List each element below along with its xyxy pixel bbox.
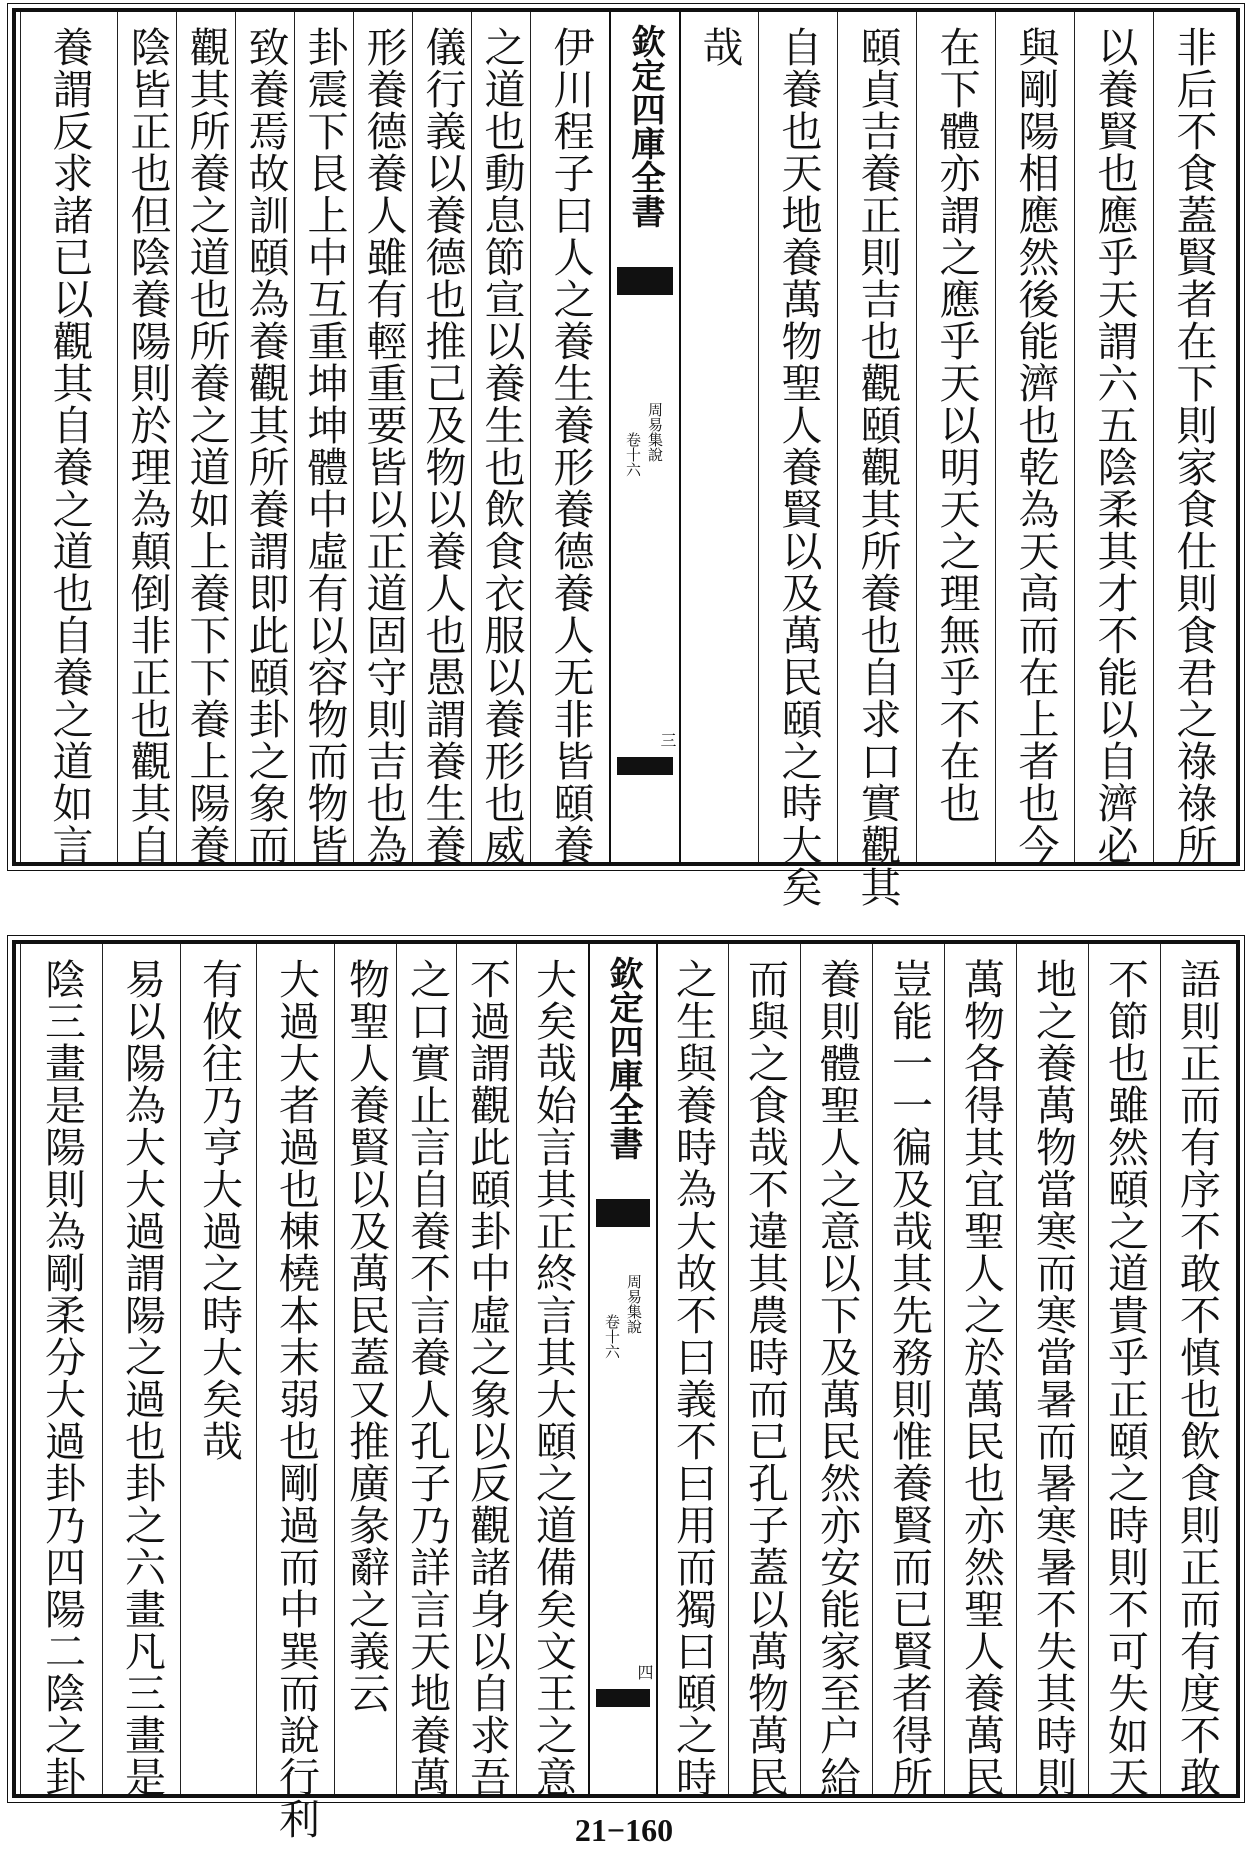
column-text: 在下體亦謂之應乎天以明天之理無乎不在也 bbox=[932, 26, 981, 824]
text-column bbox=[456, 944, 517, 1798]
column-text: 地之養萬物當寒而寒當暑而暑寒暑不失其時則 bbox=[1029, 958, 1077, 1798]
text-column bbox=[916, 12, 996, 862]
text-column bbox=[256, 944, 335, 1840]
center-fold bbox=[588, 944, 658, 1794]
fish-tail-mark bbox=[596, 1689, 650, 1707]
text-column bbox=[995, 12, 1075, 866]
text-column bbox=[1016, 944, 1089, 1798]
text-column bbox=[353, 12, 413, 866]
column-text: 豈能一一徧及哉其先務則惟養賢而已賢者得所 bbox=[885, 958, 933, 1798]
text-column bbox=[176, 12, 236, 866]
text-column bbox=[516, 944, 589, 1798]
scan-page-label: 21−160 bbox=[574, 1812, 674, 1848]
text-column bbox=[872, 944, 945, 1798]
book-title: 周易集說 bbox=[625, 1274, 643, 1334]
column-text: 易以陽為大大過謂陽之過也卦之六畫凡三畫是 bbox=[118, 958, 166, 1798]
text-column bbox=[728, 944, 801, 1798]
column-text: 萬物各得其宜聖人之於萬民也亦然聖人養萬民 bbox=[957, 958, 1005, 1798]
column-text: 物聖人養賢以及萬民蓋又推廣彖辭之義云 bbox=[342, 958, 390, 1714]
text-column bbox=[294, 12, 354, 866]
column-text: 卦震下艮上中互重坤坤體中虛有以容物而物皆 bbox=[300, 26, 349, 866]
book-series-title: 欽定四庫全書 bbox=[625, 24, 665, 228]
column-text: 陰皆正也但陰養陽則於理為顛倒非正也觀其自 bbox=[123, 26, 172, 866]
column-text: 之生與養時為大故不曰義不曰用而獨曰頤之時 bbox=[669, 958, 717, 1798]
text-column bbox=[396, 944, 457, 1798]
column-text: 之口實止言自養不言養人孔子乃詳言天地養萬 bbox=[403, 958, 451, 1798]
text-column bbox=[1160, 944, 1233, 1798]
column-text: 自養也天地養萬物聖人養賢以及萬民頤之時大矣 bbox=[774, 26, 823, 908]
column-text: 與剛陽相應然後能濟也乾為天高而在上者也今 bbox=[1011, 26, 1060, 866]
text-column bbox=[102, 944, 181, 1798]
text-column bbox=[20, 12, 118, 866]
column-text: 形養德養人雖有輕重要皆以正道固守則吉也為 bbox=[359, 26, 408, 866]
column-text: 大過大者過也棟橈本末弱也剛過而中巽而說行利 bbox=[272, 958, 320, 1840]
text-column bbox=[1074, 12, 1154, 866]
column-text: 而與之食哉不違其農時而已孔子蓋以萬物萬民 bbox=[741, 958, 789, 1798]
column-text: 有攸往乃亨大過之時大矣哉 bbox=[195, 958, 243, 1462]
column-text: 哉 bbox=[695, 26, 744, 68]
book-title: 周易集說 bbox=[646, 402, 664, 462]
text-column bbox=[20, 944, 103, 1798]
column-text: 大矣哉始言其正終言其大頤之道備矣文王之意 bbox=[529, 958, 577, 1798]
column-text: 不節也雖然頤之道貴乎正頤之時則不可失如天 bbox=[1101, 958, 1149, 1798]
text-column bbox=[944, 944, 1017, 1798]
text-column bbox=[758, 12, 838, 908]
column-text: 不過謂觀此頤卦中虛之象以反觀諸身以自求吾 bbox=[463, 958, 511, 1798]
column-text: 非后不食蓋賢者在下則家食仕則食君之祿祿所 bbox=[1169, 26, 1218, 866]
text-column bbox=[1088, 944, 1161, 1798]
column-text: 頤貞吉養正則吉也觀頤觀其所養也自求口實觀其 bbox=[853, 26, 902, 908]
volume-label: 卷十六 bbox=[624, 432, 642, 477]
column-text: 語則正而有序不敢不慎也飲食則正而有度不敢 bbox=[1173, 958, 1221, 1798]
top-page-panel bbox=[12, 8, 1240, 908]
fish-tail-mark bbox=[596, 1199, 650, 1227]
column-text: 觀其所養之道也所養之道如上養下下養上陽養 bbox=[182, 26, 231, 866]
center-fold bbox=[609, 12, 681, 862]
column-text: 致養焉故訓頤為養觀其所養謂即此頤卦之象而 bbox=[241, 26, 290, 866]
text-column bbox=[180, 944, 257, 1794]
text-column bbox=[837, 12, 917, 908]
text-column bbox=[1153, 12, 1233, 866]
column-text: 之道也動息節宣以養生也飲食衣服以養形也威 bbox=[477, 26, 526, 866]
page-number: 三 bbox=[658, 732, 677, 748]
text-column bbox=[235, 12, 295, 866]
text-column bbox=[656, 944, 729, 1798]
text-column bbox=[334, 944, 397, 1794]
column-text: 養謂反求諸已以觀其自養之道也自養之道如言 bbox=[45, 26, 94, 866]
text-column bbox=[530, 12, 610, 866]
fish-tail-mark bbox=[617, 267, 673, 295]
text-column bbox=[471, 12, 531, 866]
text-column bbox=[800, 944, 873, 1798]
text-column bbox=[679, 12, 759, 862]
column-text: 伊川程子曰人之養生養形養德養人无非皆頤養 bbox=[546, 26, 595, 866]
column-text: 儀行義以養德也推己及物以養人也愚謂養生養 bbox=[418, 26, 467, 866]
fish-tail-mark bbox=[617, 757, 673, 775]
column-text: 以養賢也應乎天謂六五陰柔其才不能以自濟必 bbox=[1090, 26, 1139, 866]
column-text: 養則體聖人之意以下及萬民然亦安能家至户給 bbox=[813, 958, 861, 1798]
column-text: 陰三畫是陽則為剛柔分大過卦乃四陽二陰之卦 bbox=[38, 958, 86, 1798]
text-column bbox=[412, 12, 472, 866]
volume-label: 卷十六 bbox=[603, 1314, 621, 1359]
page-number: 四 bbox=[635, 1664, 654, 1680]
book-series-title: 欽定四庫全書 bbox=[603, 956, 643, 1160]
text-column bbox=[117, 12, 177, 866]
